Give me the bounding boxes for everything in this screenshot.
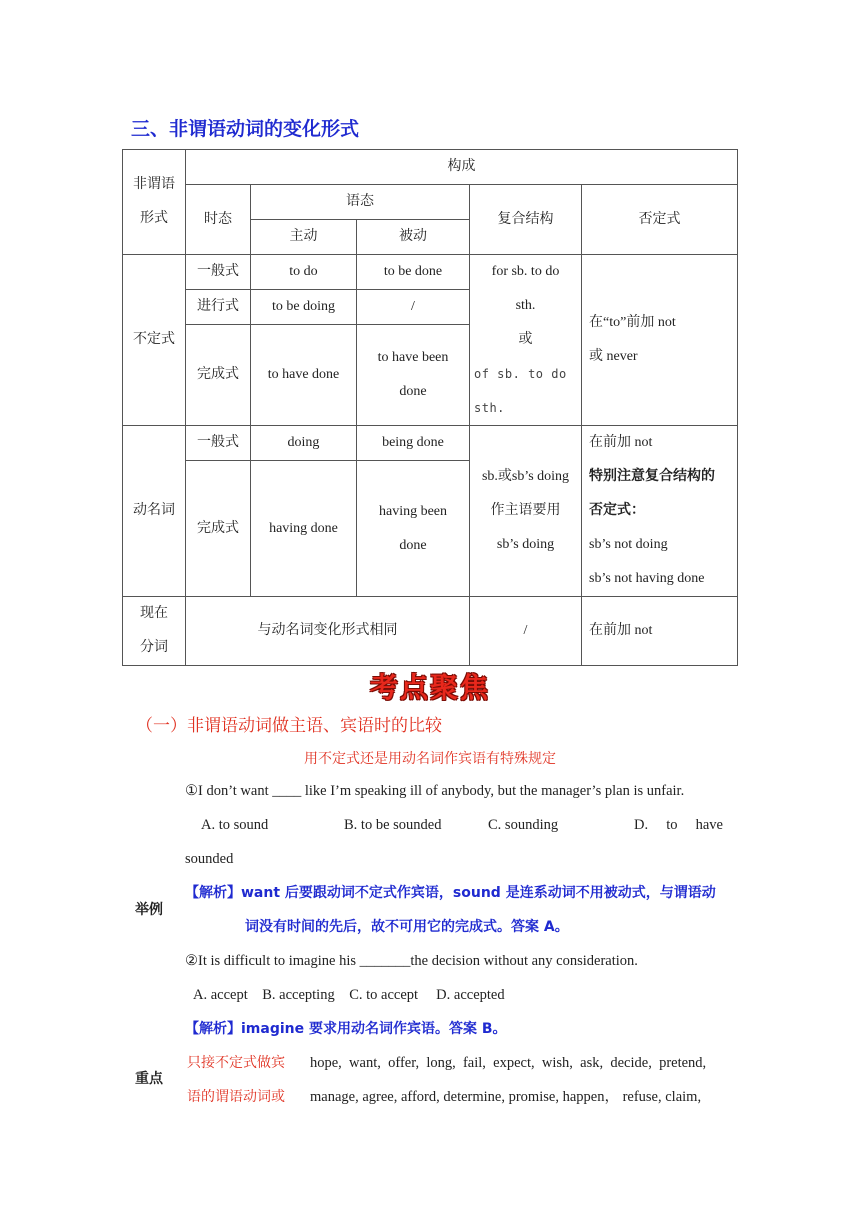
row-label-participle: 现在 分词 (123, 597, 186, 666)
verb-forms-table (122, 149, 738, 666)
active-cell: having done (251, 461, 357, 597)
header-passive: 被动 (357, 220, 470, 255)
active-cell: to be doing (251, 290, 357, 325)
key-category-line-1: 只接不定式做宾 (187, 1055, 285, 1071)
header-voice: 语态 (251, 185, 470, 220)
tense-cell: 完成式 (186, 461, 251, 597)
focus-banner: 考点聚焦 (369, 671, 490, 704)
header-active: 主动 (251, 220, 357, 255)
header-tense: 时态 (186, 185, 251, 255)
passive-cell: being done (357, 426, 470, 461)
tense-cell: 完成式 (186, 325, 251, 426)
header-form: 非谓语 形式 (123, 150, 186, 255)
key-category-line-2: 语的谓语动词或 (187, 1089, 285, 1105)
question-1-option-d-wrap: sounded (185, 851, 234, 867)
participle-compound: / (470, 597, 582, 666)
active-cell: doing (251, 426, 357, 461)
key-label: 重点 (135, 1071, 163, 1087)
header-compose: 构成 (186, 150, 738, 185)
question-2-stem: ②It is difficult to imagine his _______the decision without any consideration. (185, 953, 638, 969)
gerund-compound: sb.或sb’s doing 作主语要用 sb’s doing (470, 426, 582, 597)
question-1-explanation-cont: 词没有时间的先后，故不可用它的完成式。答案 A。 (245, 919, 569, 935)
example-label: 举例 (135, 902, 163, 918)
subsection-title: （一）非谓语动词做主语、宾语时的比较 (136, 716, 442, 736)
header-negative: 否定式 (582, 185, 738, 255)
row-label-infinitive: 不定式 (123, 255, 186, 426)
active-cell: to have done (251, 325, 357, 426)
infinitive-negative: 在“to”前加 not 或 never (582, 255, 738, 426)
passive-cell: / (357, 290, 470, 325)
question-1-stem: ①I don’t want ____ like I’m speaking ill of anybody, but the manager’s plan is unfair. (185, 783, 685, 799)
question-2-explanation: 【解析】imagine 要求用动名词作宾语。答案 B。 (185, 1021, 507, 1037)
tense-cell: 一般式 (186, 426, 251, 461)
key-verbs-line-2: manage, agree, afford, determine, promise, happen， refuse, claim, (310, 1089, 702, 1105)
section-heading: 三、非谓语动词的变化形式 (131, 118, 360, 140)
passive-cell: having been done (357, 461, 470, 597)
question-1-explanation: 【解析】want 后要跟动词不定式作宾语，sound 是连系动词不用被动式，与谓语动 (185, 885, 716, 901)
rule-title: 用不定式还是用动名词作宾语有特殊规定 (304, 751, 556, 767)
passive-cell: to be done (357, 255, 470, 290)
key-verbs-line-1: hope, want, offer, long, fail, expect, wish, ask, decide, pretend, (310, 1055, 707, 1071)
participle-same: 与动名词变化形式相同 (186, 597, 470, 666)
header-compound: 复合结构 (470, 185, 582, 255)
participle-negative: 在前加 not (582, 597, 738, 666)
active-cell: to do (251, 255, 357, 290)
infinitive-compound: for sb. to do sth. 或 of sb. to do sth. (470, 255, 582, 426)
row-label-gerund: 动名词 (123, 426, 186, 597)
tense-cell: 一般式 (186, 255, 251, 290)
gerund-negative: 在前加 not 特别注意复合结构的 否定式： sb’s not doing sb’s not having done (582, 426, 738, 597)
question-2-options: A. accept B. accepting C. to accept D. accepted (193, 987, 505, 1003)
tense-cell: 进行式 (186, 290, 251, 325)
passive-cell: to have been done (357, 325, 470, 426)
